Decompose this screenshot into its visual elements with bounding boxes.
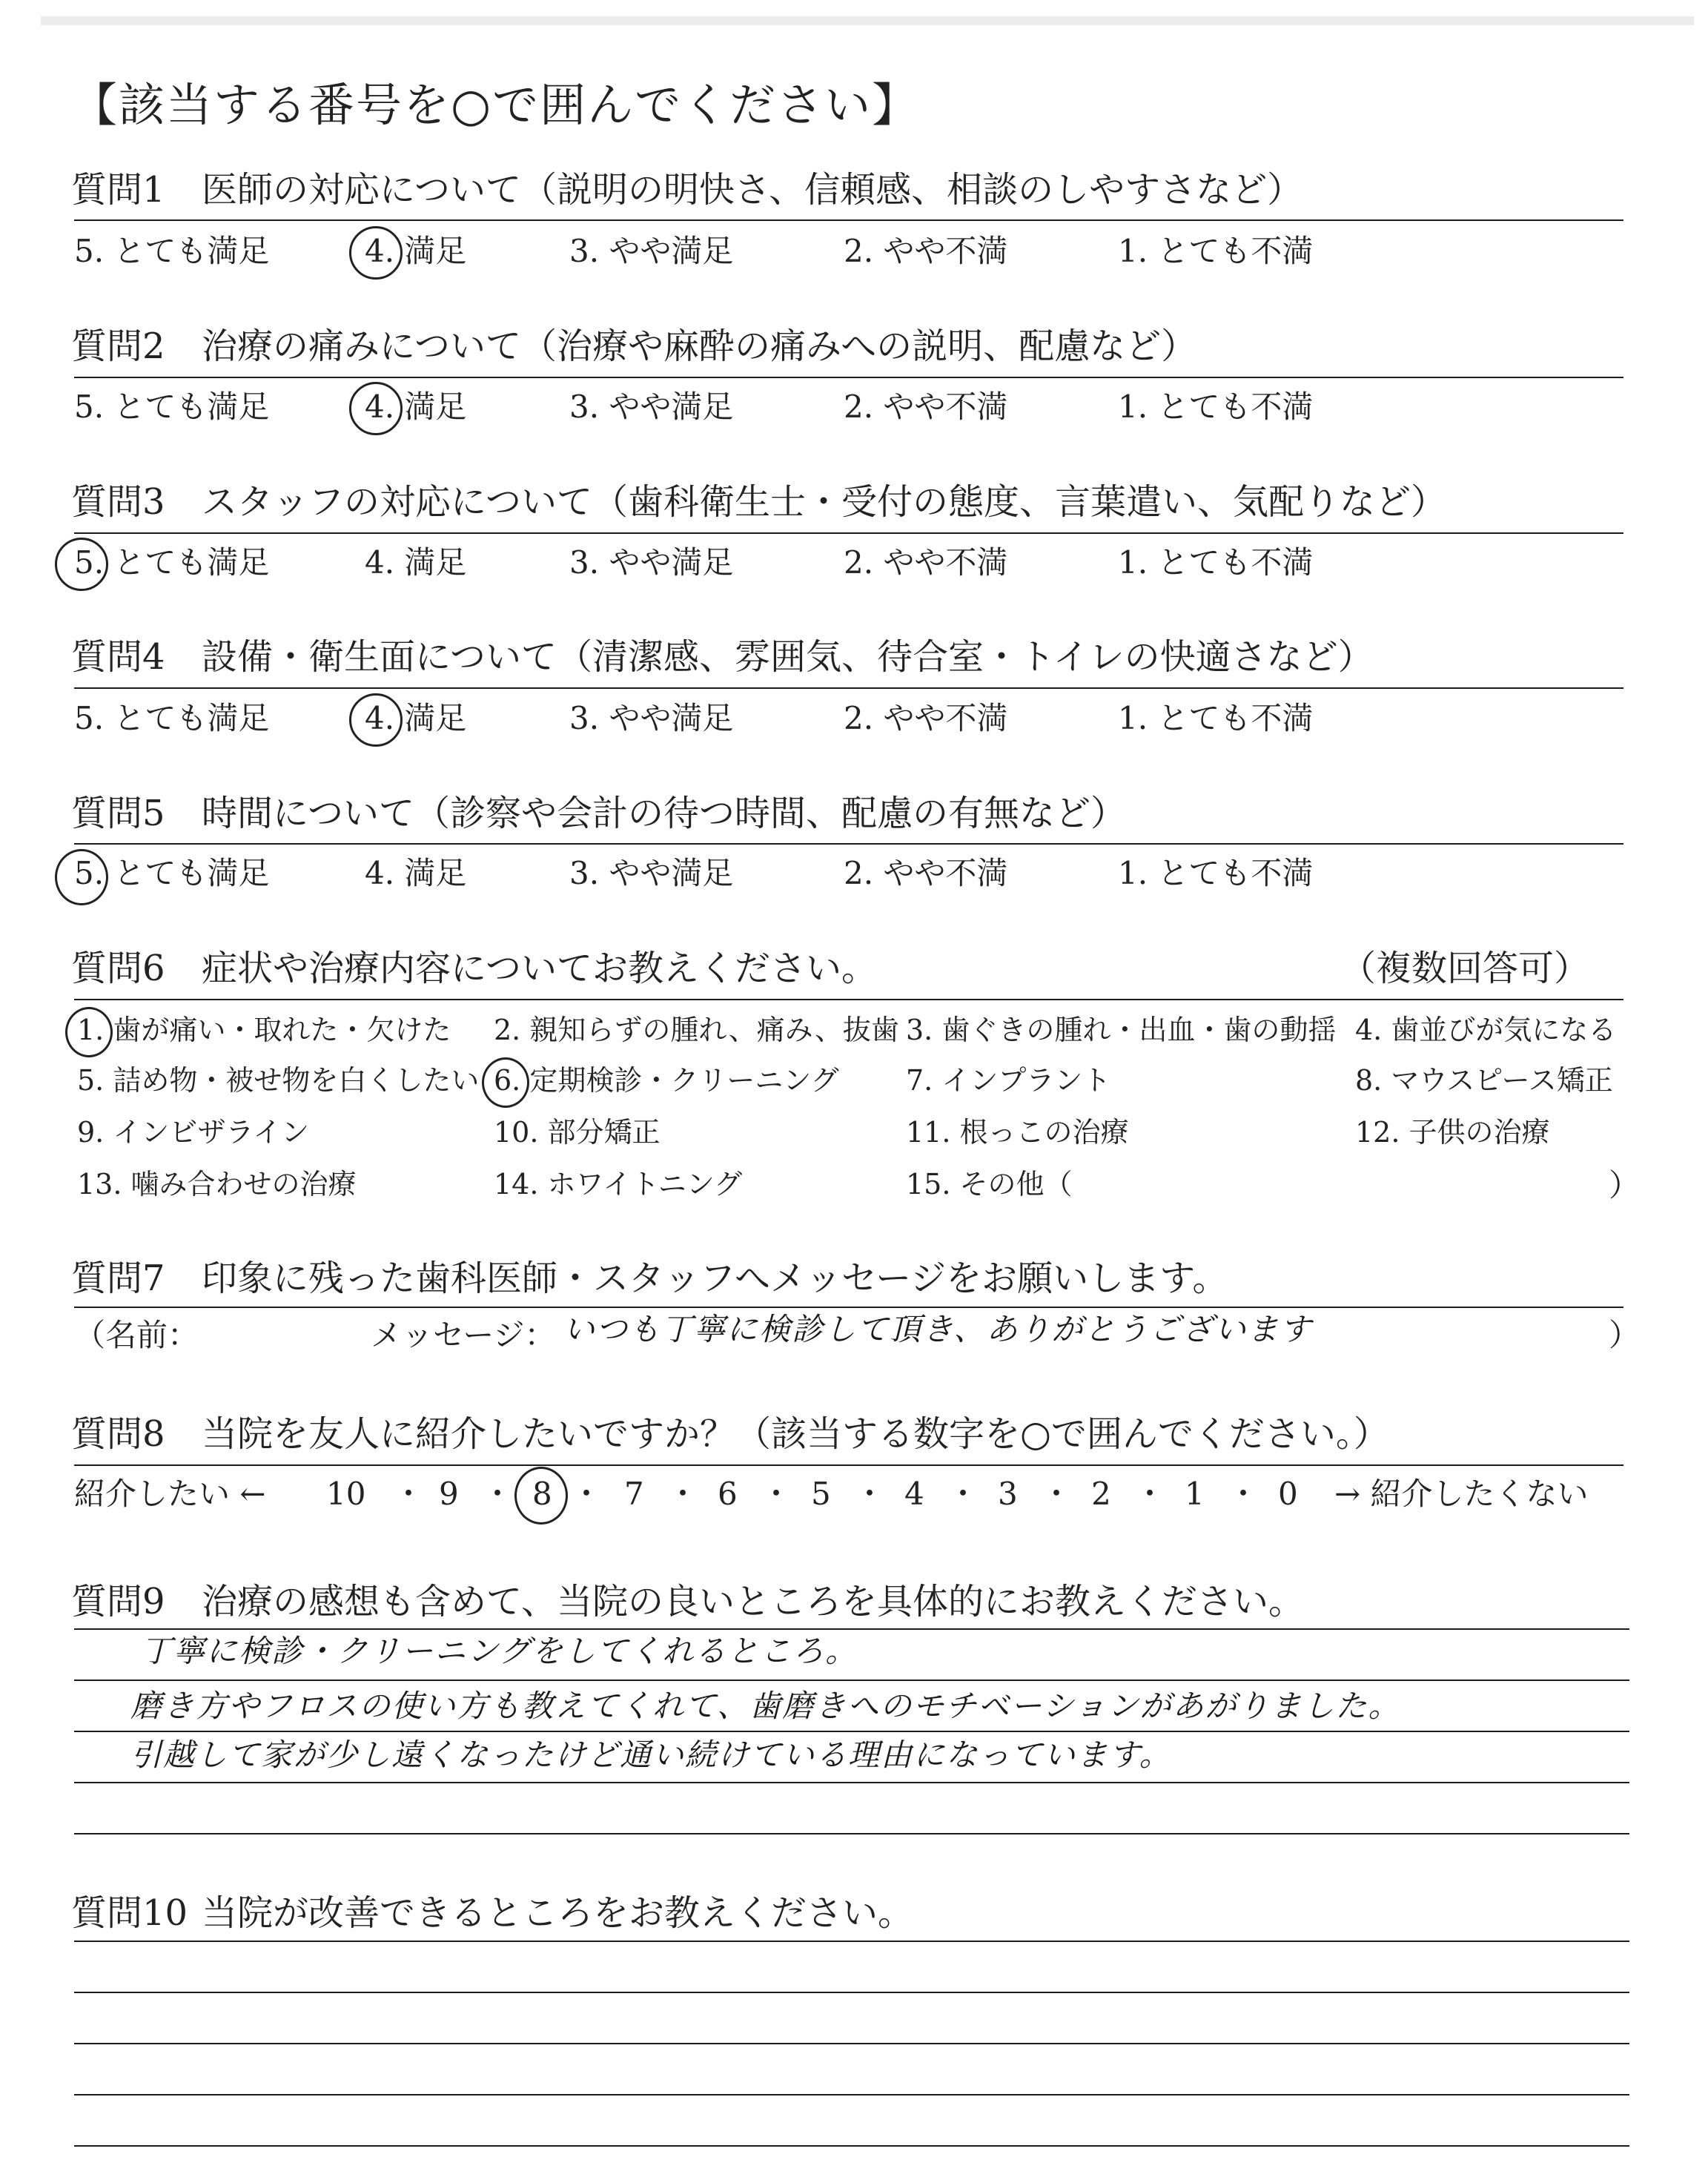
selection-circle [349,226,403,280]
option-3[interactable]: 3. やや満足 [569,544,734,581]
scale-8[interactable]: 8 [532,1476,552,1512]
scale-dot: ・ [854,1476,886,1512]
option-4[interactable]: 4. 満足 [365,544,467,581]
scale-dot: ・ [393,1476,425,1512]
question-heading: 質問4 設備・衛生面について（清潔感、雰囲気、待合室・トイレの快適さなど） [71,636,1374,678]
symptom-option-13[interactable]: 13. 噛み合わせの治療 [77,1168,357,1200]
option-2[interactable]: 2. やや不満 [844,544,1008,581]
scale-10[interactable]: 10 [326,1476,366,1512]
question-heading: 質問6 症状や治療内容についてお教えください。 [71,948,878,989]
option-2[interactable]: 2. やや不満 [844,389,1008,425]
recommend-right-label: → 紹介したくない [1334,1476,1589,1512]
option-2[interactable]: 2. やや不満 [844,233,1008,269]
answer-line [74,1941,1629,1942]
divider [74,377,1623,378]
divider [74,219,1623,221]
option-3[interactable]: 3. やや満足 [569,855,734,891]
symptom-option-10[interactable]: 10. 部分矯正 [494,1116,661,1149]
scale-9[interactable]: 9 [439,1476,459,1512]
page-title: 【該当する番号を○で囲んでください】 [71,78,920,132]
symptom-option-3[interactable]: 3. 歯ぐきの腫れ・出血・歯の動揺 [906,1014,1337,1046]
answer-line [74,1731,1629,1732]
scale-dot: ・ [1041,1476,1073,1512]
option-1[interactable]: 1. とても不満 [1118,855,1314,891]
question-heading: 質問5 時間について（診察や会計の待つ時間、配慮の有無など） [71,793,1127,834]
option-3[interactable]: 3. やや満足 [569,700,734,736]
option-2[interactable]: 2. やや不満 [844,700,1008,736]
option-3[interactable]: 3. やや満足 [569,389,734,425]
symptom-option-7[interactable]: 7. インプラント [906,1064,1111,1097]
question-heading: 質問2 治療の痛みについて（治療や麻酔の痛みへの説明、配慮など） [71,326,1197,367]
symptom-option-2[interactable]: 2. 親知らずの腫れ、痛み、抜歯 [494,1014,899,1046]
symptom-option-4[interactable]: 4. 歯並びが気になる [1355,1014,1617,1046]
handwritten-message[interactable]: いつも丁寧に検診して頂き、ありがとうございます [563,1311,1313,1347]
message-label: メッセージ： [371,1317,556,1353]
selection-circle [55,849,108,905]
scale-5[interactable]: 5 [811,1476,831,1512]
scale-3[interactable]: 3 [998,1476,1018,1512]
option-2[interactable]: 2. やや不満 [844,855,1008,891]
answer-line [74,1680,1629,1681]
symptom-option-12[interactable]: 12. 子供の治療 [1355,1116,1550,1149]
question-heading: 質問8 当院を友人に紹介したいですか？（該当する数字を○で囲んでください。） [71,1413,1389,1455]
scale-dot: ・ [1134,1476,1166,1512]
option-5[interactable]: 5. とても満足 [74,700,270,736]
divider [74,843,1623,845]
divider [74,687,1623,689]
selection-circle [65,1007,113,1057]
selection-circle [349,693,403,747]
answer-line [74,1833,1629,1834]
option-1[interactable]: 1. とても不満 [1118,389,1314,425]
option-1[interactable]: 1. とても不満 [1118,233,1314,269]
option-1[interactable]: 1. とても不満 [1118,700,1314,736]
symptom-option-15[interactable]: 15. その他（ [906,1168,1073,1200]
option-1[interactable]: 1. とても不満 [1118,544,1314,581]
name-label: （名前： [74,1317,199,1353]
answer-line [74,1628,1629,1630]
symptom-option-5[interactable]: 5. 詰め物・被せ物を白くしたい [77,1064,480,1097]
question-heading: 質問1 医師の対応について（説明の明快さ、信頼感、相談のしやすさなど） [71,169,1303,211]
scale-dot: ・ [482,1476,514,1512]
symptom-option-8[interactable]: 8. マウスピース矯正 [1355,1064,1613,1097]
scale-4[interactable]: 4 [904,1476,924,1512]
scale-dot: ・ [761,1476,792,1512]
scale-dot: ・ [1228,1476,1260,1512]
selection-circle [349,382,403,435]
question-heading: 質問7 印象に残った歯科医師・スタッフへメッセージをお願いします。 [71,1258,1228,1299]
divider [74,1307,1623,1308]
divider [74,532,1623,534]
option-5[interactable]: 5. とても満足 [74,233,270,269]
option-4[interactable]: 4. 満足 [365,389,467,425]
message-close-paren: ） [1609,1317,1641,1353]
answer-line [74,2094,1629,2095]
scale-dot: ・ [571,1476,603,1512]
answer-line [74,1992,1629,1993]
multiple-answers-note: （複数回答可） [1340,948,1589,989]
handwritten-answer-line[interactable]: 引越して家が少し遠くなったけど通い続けている理由になっています。 [130,1737,1172,1773]
symptom-option-9[interactable]: 9. インビザライン [77,1116,310,1149]
scale-dot: ・ [667,1476,699,1512]
option-3[interactable]: 3. やや満足 [569,233,734,269]
symptom-option-11[interactable]: 11. 根っこの治療 [906,1116,1129,1149]
scale-7[interactable]: 7 [624,1476,644,1512]
scale-1[interactable]: 1 [1185,1476,1205,1512]
other-close-paren: ） [1609,1167,1641,1203]
option-4[interactable]: 4. 満足 [365,700,467,736]
selection-circle [55,538,108,591]
scale-6[interactable]: 6 [718,1476,738,1512]
option-5[interactable]: 5. とても満足 [74,855,270,891]
recommend-left-label: 紹介したい ← [74,1476,266,1512]
selection-circle [514,1467,568,1525]
divider [74,1464,1623,1466]
selection-circle [482,1057,529,1108]
scan-top-edge [41,16,1694,25]
question-heading: 質問3 スタッフの対応について（歯科衛生士・受付の態度、言葉遣い、気配りなど） [71,481,1447,523]
scale-2[interactable]: 2 [1091,1476,1111,1512]
handwritten-answer-line[interactable]: 磨き方やフロスの使い方も教えてくれて、歯磨きへのモチベーションがあがりました。 [130,1688,1401,1724]
answer-line [74,2043,1629,2044]
handwritten-answer-line[interactable]: 丁寧に検診・クリーニングをしてくれるところ。 [141,1633,858,1669]
divider [74,999,1623,1000]
answer-line [74,1782,1629,1783]
question-heading: 質問10 当院が改善できるところをお教えください。 [71,1892,914,1934]
question-heading: 質問9 治療の感想も含めて、当院の良いところを具体的にお教えください。 [71,1581,1305,1622]
option-4[interactable]: 4. 満足 [365,855,467,891]
option-5[interactable]: 5. とても満足 [74,544,270,581]
symptom-option-1[interactable]: 1. 歯が痛い・取れた・欠けた [77,1014,451,1046]
option-5[interactable]: 5. とても満足 [74,389,270,425]
answer-line [74,2145,1629,2147]
scale-dot: ・ [947,1476,979,1512]
symptom-option-14[interactable]: 14. ホワイトニング [494,1168,743,1200]
scale-0[interactable]: 0 [1278,1476,1298,1512]
symptom-option-6[interactable]: 6. 定期検診・クリーニング [494,1064,839,1097]
option-4[interactable]: 4. 満足 [365,233,467,269]
